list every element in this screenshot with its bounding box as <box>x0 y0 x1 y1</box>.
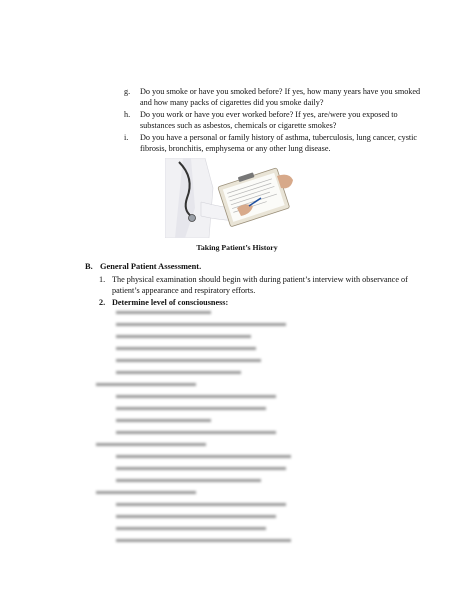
item-text: The physical examination should begin with during patient’s interview with observance of patient’s appearance and respiratory efforts. <box>112 275 408 295</box>
question-text: Do you smoke or have you smoked before? If yes, how many years have you smoked and how many packs of cigarettes did you smoke daily? <box>140 87 421 107</box>
item-marker: 1. <box>99 275 106 284</box>
section-b-heading <box>85 262 201 271</box>
question-marker: g. <box>124 87 131 96</box>
question-text: Do you work or have you ever worked before? If yes, are/were you exposed to substances such as asbestos, chemicals or cigarette smokes? <box>140 110 398 130</box>
question-marker: h. <box>124 110 131 119</box>
section-title: General Patient Assessment. <box>100 262 202 271</box>
figure-caption: Taking Patient’s History <box>196 243 278 252</box>
question-h <box>124 109 424 131</box>
item-text: Determine level of consciousness: <box>112 298 229 307</box>
question-text: Do you have a personal or family history of asthma, tuberculosis, lung cancer, cystic fibrosis, bronchitis, emphysema or any other lung disease. <box>140 133 418 153</box>
question-marker: i. <box>124 133 129 142</box>
question-i <box>124 132 424 154</box>
item-marker: 2. <box>99 298 106 307</box>
list-item-1 <box>99 274 429 296</box>
question-g <box>124 86 424 108</box>
doctor-clipboard-photo <box>165 158 299 238</box>
section-marker: B. <box>85 262 93 271</box>
